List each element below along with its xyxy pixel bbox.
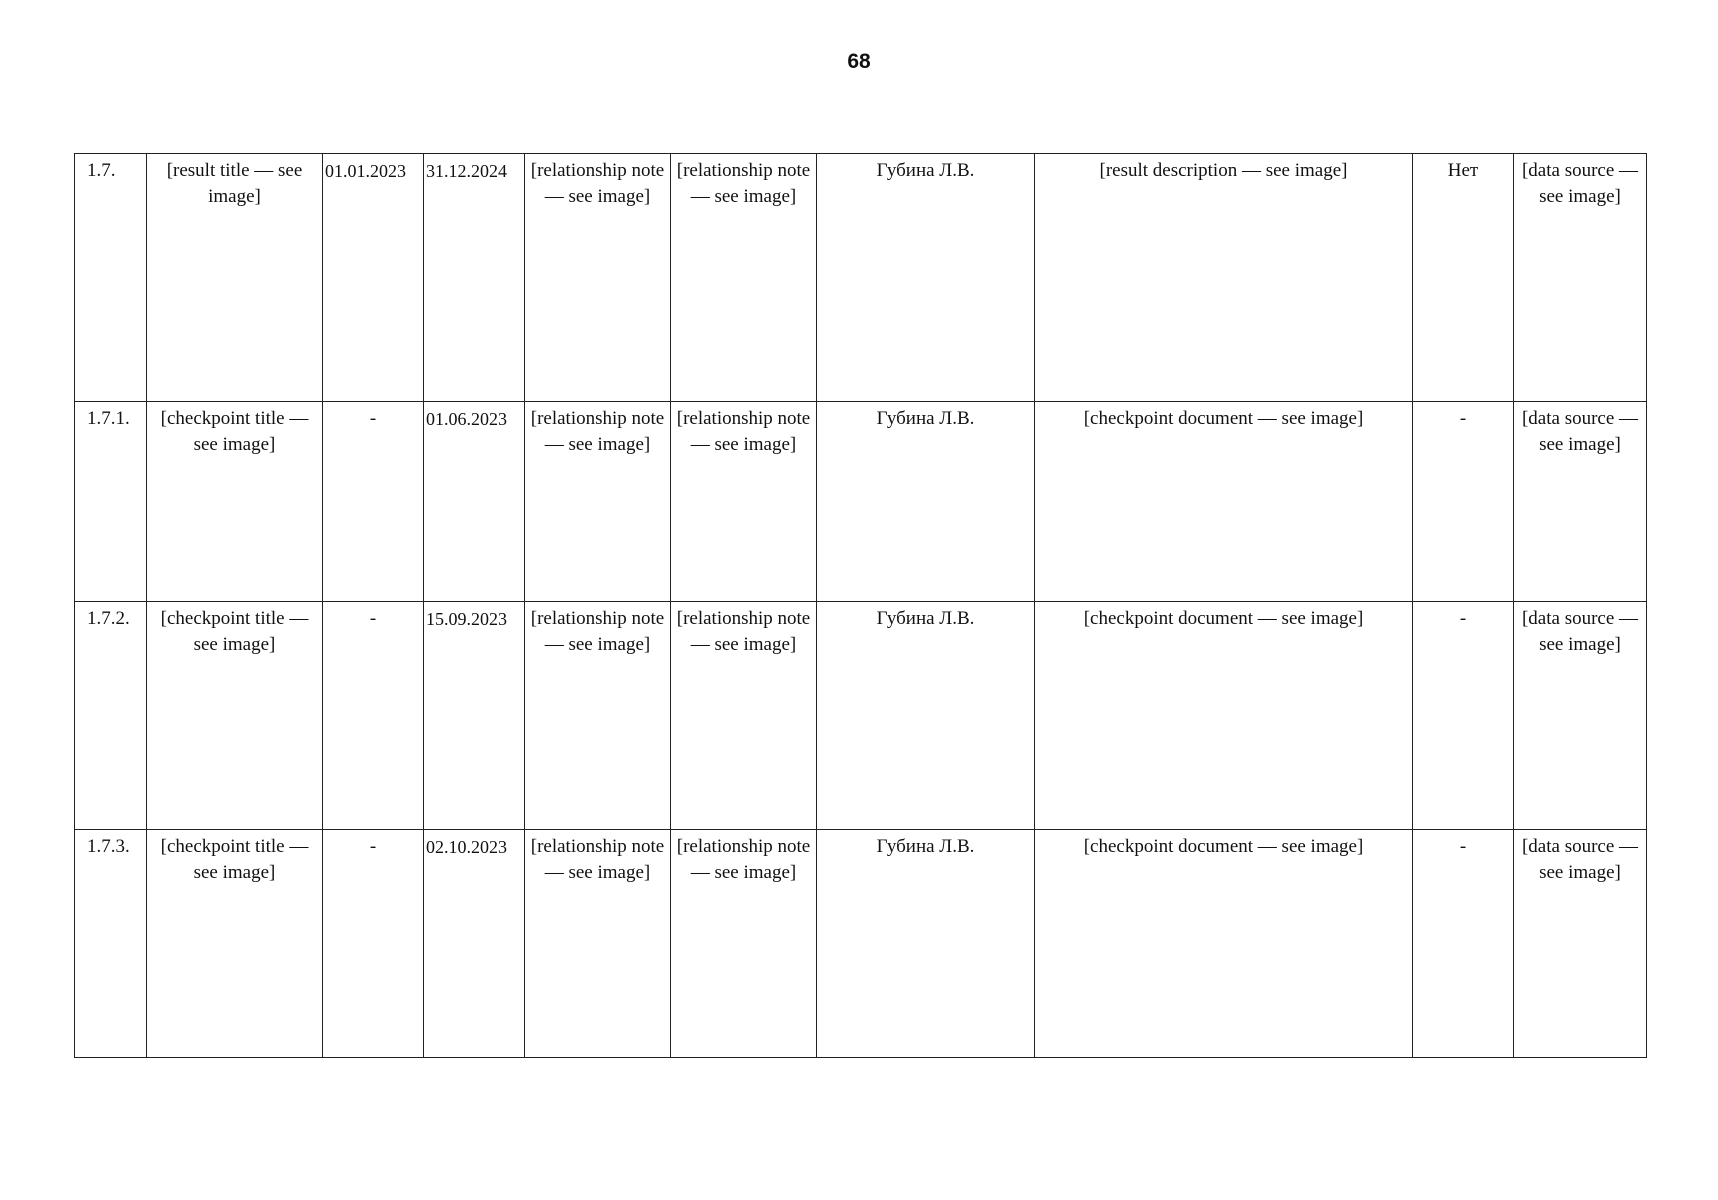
end-date: 31.12.2024 — [424, 154, 525, 402]
result-description: [checkpoint document — see image] — [1035, 830, 1413, 1058]
plan-table — [74, 153, 1647, 1058]
responsible-person: Губина Л.В. — [817, 154, 1035, 402]
table-row — [75, 830, 1647, 1058]
row-number: 1.7.3. — [75, 830, 147, 1058]
result-name: [checkpoint title — see image] — [147, 602, 323, 830]
flag-cell: - — [1413, 602, 1514, 830]
table-row — [75, 154, 1647, 402]
flag-cell: - — [1413, 402, 1514, 602]
result-name: [checkpoint title — see image] — [147, 830, 323, 1058]
link-previous: [relationship note — see image] — [525, 830, 671, 1058]
result-description: [checkpoint document — see image] — [1035, 402, 1413, 602]
result-description: [result description — see image] — [1035, 154, 1413, 402]
page-number: 68 — [847, 50, 871, 73]
result-name: [checkpoint title — see image] — [147, 402, 323, 602]
end-date: 01.06.2023 — [424, 402, 525, 602]
start-date: 01.01.2023 — [323, 154, 424, 402]
responsible-person: Губина Л.В. — [817, 830, 1035, 1058]
end-date: 15.09.2023 — [424, 602, 525, 830]
row-number: 1.7. — [75, 154, 147, 402]
row-number: 1.7.1. — [75, 402, 147, 602]
link-previous: [relationship note — see image] — [525, 154, 671, 402]
result-description: [checkpoint document — see image] — [1035, 602, 1413, 830]
flag-cell: - — [1413, 830, 1514, 1058]
data-source: [data source — see image] — [1514, 402, 1647, 602]
link-next: [relationship note — see image] — [671, 154, 817, 402]
data-source: [data source — see image] — [1514, 602, 1647, 830]
link-previous: [relationship note — see image] — [525, 402, 671, 602]
responsible-person: Губина Л.В. — [817, 402, 1035, 602]
data-source: [data source — see image] — [1514, 154, 1647, 402]
start-date: - — [323, 402, 424, 602]
table-row — [75, 402, 1647, 602]
start-date: - — [323, 830, 424, 1058]
start-date: - — [323, 602, 424, 830]
row-number: 1.7.2. — [75, 602, 147, 830]
result-name: [result title — see image] — [147, 154, 323, 402]
end-date: 02.10.2023 — [424, 830, 525, 1058]
link-previous: [relationship note — see image] — [525, 602, 671, 830]
flag-cell: Нет — [1413, 154, 1514, 402]
link-next: [relationship note — see image] — [671, 830, 817, 1058]
link-next: [relationship note — see image] — [671, 602, 817, 830]
table-row — [75, 602, 1647, 830]
responsible-person: Губина Л.В. — [817, 602, 1035, 830]
data-source: [data source — see image] — [1514, 830, 1647, 1058]
link-next: [relationship note — see image] — [671, 402, 817, 602]
